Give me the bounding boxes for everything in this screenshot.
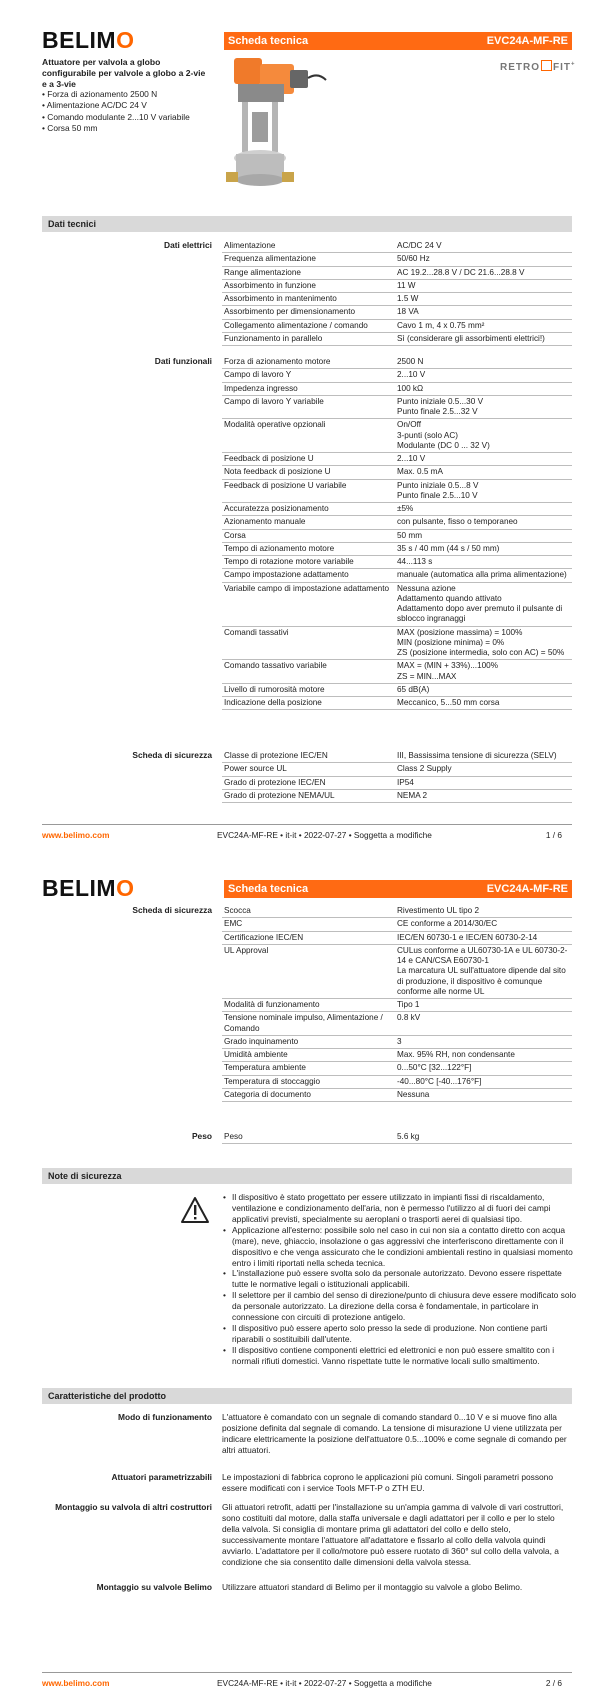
table-row xyxy=(222,356,572,369)
row-key: Campo di lavoro Y variabile xyxy=(224,396,324,406)
table-row xyxy=(222,1049,572,1062)
table-row xyxy=(222,905,572,918)
row-value: ±5% xyxy=(397,504,414,513)
row-value: 1.5 W xyxy=(397,294,419,303)
safety-note: • Applicazione all'esterno: possibile solo nel caso in cui non sia a contatto diretto con acqua (mare), neve, ghiaccio, insolazione o gas aggressivi che interferiscono direttamente con il dispositivo e che venga assicurato che le condizioni ambientali restino in qualsiasi momento entro i limiti riportati nella scheda tecnica. xyxy=(232,1225,577,1269)
row-key: Comando tassativo variabile xyxy=(224,661,327,671)
table-row xyxy=(222,660,572,684)
footer-url-link[interactable]: www.belimo.com xyxy=(42,830,110,840)
row-value: Punto iniziale 0.5...30 V Punto finale 2.5...32 V xyxy=(397,396,484,416)
row-key: Power source UL xyxy=(224,764,287,774)
table-row xyxy=(222,240,572,253)
product-subtitle: Attuatore per valvola a globo configurabile per valvole a globo a 2-vie e a 3-vie xyxy=(42,57,206,90)
table-row xyxy=(222,1076,572,1089)
table-row xyxy=(222,396,572,420)
row-key: Peso xyxy=(224,1132,243,1141)
section-header-note-sicurezza: Note di sicurezza xyxy=(42,1168,572,1184)
table-row xyxy=(222,1012,572,1036)
row-value: Nessuna xyxy=(397,1089,430,1099)
row-value: 5.6 kg xyxy=(397,1132,420,1141)
row-key: Classe di protezione IEC/EN xyxy=(224,751,328,760)
row-value: 2500 N xyxy=(397,357,424,366)
sheet-label: Scheda tecnica xyxy=(228,35,309,47)
row-value: IP54 xyxy=(397,777,414,787)
row-key: Temperatura ambiente xyxy=(224,1063,306,1073)
section-header-dati-tecnici: Dati tecnici xyxy=(42,216,572,232)
row-key: Funzionamento in parallelo xyxy=(224,333,323,343)
row-key: Nota feedback di posizione U xyxy=(224,467,331,477)
group-label: Peso xyxy=(191,1131,212,1141)
row-key: Categoria di documento xyxy=(224,1089,311,1099)
row-value: NEMA 2 xyxy=(397,790,428,800)
row-value: III, Bassissima tensione di sicurezza (SELV) xyxy=(397,751,557,760)
table-row xyxy=(222,267,572,280)
row-key: Feedback di posizione U xyxy=(224,454,314,463)
row-key: Comandi tassativi xyxy=(224,627,289,637)
row-key: Tempo di azionamento motore xyxy=(224,543,335,553)
footer-page-number: 1 / 6 xyxy=(545,830,562,840)
row-value: Cavo 1 m, 4 x 0.75 mm² xyxy=(397,320,485,330)
row-value: 50/60 Hz xyxy=(397,254,430,264)
row-key: Impedenza ingresso xyxy=(224,383,298,393)
table-row xyxy=(222,503,572,516)
table-row xyxy=(222,697,572,710)
row-key: Assorbimento in mantenimento xyxy=(224,294,337,303)
table-row xyxy=(222,1062,572,1075)
sheet-header-bar xyxy=(224,32,572,50)
safety-note: • Il selettore per il cambio del senso di direzione/punto di chiusura deve essere modificato solo da personale autorizzato. La direzione della corsa è fondamentale, in particolare in connessione con circuiti di protezione antigelo. xyxy=(232,1290,577,1323)
table-row xyxy=(222,419,572,453)
table-row xyxy=(222,333,572,346)
group-label: Scheda di sicurezza xyxy=(132,905,212,915)
row-key: Feedback di posizione U variabile xyxy=(224,480,347,490)
table-row xyxy=(222,280,572,293)
row-key: Accuratezza posizionamento xyxy=(224,504,329,513)
safety-note: • Il dispositivo contiene componenti elettrici ed elettronici e non può essere smaltito con i normali rifiuti domestici. Vanno rispettate tutte le normative locali sullo smaltimento. xyxy=(232,1345,577,1367)
table-row xyxy=(222,583,572,627)
product-image xyxy=(222,50,332,195)
table-row xyxy=(222,999,572,1012)
row-value: -40...80°C [-40...176°F] xyxy=(397,1076,482,1086)
row-value: Class 2 Supply xyxy=(397,764,452,774)
row-value: 65 dB(A) xyxy=(397,684,430,694)
page-2: BELIMO Scheda tecnica EVC24A-MF-RE Scheda di sicurezza Scocca Rivestimento UL tipo 2 EMC CE conforme a 2014/30/EC Certificazione IEC/EN IEC/EN 60730-1 e IEC/EN 60730-2-14 UL Approval CULus conforme a UL60730-1A e UL 60730-2-14 e CAN/CSA E60730-1 La marcatura UL sull'attuatore dipende dal sito di produzione, il dispositivo è comunque conforme alle norme UL Modalità di funzionamento Tipo 1 Tensione nominale impulso, Alimentazione / Comando 0.8 kV Grado inquinamento 3 Umidità ambiente Max. 95% RH, non condensante Temperatura ambiente 0...50°C [32...122°F] Temperatura di stoccaggio -40...80°C [-40...176°F] Categoria di documento Nessuna Peso Peso 5.6 kg Note di sicurezza • Il dispositivo è stato progettato per essere utilizzato in impianti fissi di riscaldamento, ventilazione e condizionamento dell'aria, non è permesso l'utilizzo al di fuori dei campi applicativi previsti, specialmente su aeroplani o trasporti aerei di qualsiasi tipo. • Applicazione all'esterno: possibile solo nel caso in cui non sia a contatto diretto con acqua (mare), neve, ghiaccio, insolazione o gas aggressivi che interferiscono direttamente con il dispositivo e che venga assicurato che le condizioni ambientali restino in qualsiasi momento entro i limiti riportati nella scheda tecnica. • L'installazione può essere svolta solo da personale autorizzato. Devono essere rispettate tutte le normative legali o istituzionali applicabili. • Il selettore per il cambio del senso di direzione/punto di chiusura deve essere modificato solo da personale autorizzato. La direzione della corsa è fondamentale, in particolare in connessione con circuiti di protezione antigelo. • Il dispositivo può essere aperto solo presso la sede di produzione. Non contiene parti riparabili o sostituibili dall'utente. • Il dispositivo contiene componenti elettrici ed elettronici e non può essere smaltito con i normali rifiuti domestici. Vanno rispettate tutte le normative locali sullo smaltimento. Caratteristiche del prodotto Modo di funzionamento L'attuatore è comandato con un segnale di comando standard 0...10 V e si muove fino alla posizione definita dal segnale di comando. La tensione di misurazione U viene utilizzata per indicare elettricamente la posizione dell'attuatore 0.5...100% e come segnale di comando per altri attuatori. Attuatori parametrizzabili Le impostazioni di fabbrica coprono le applicazioni più comuni. Singoli parametri possono essere modificati con i service Tools MFT-P o ZTH EU. Montaggio su valvola di altri costruttori Gli attuatori retrofit, adatti per l'installazione su un'ampia gamma di valvole di vari costruttori, sono costituiti dal motore, dalla staffa universale e dagli adattatori per il collo e per lo stelo della valvola. Si consiglia di montare prima gli adattatori del collo e dello stelo, successivamente montare l'attuatore all'adattatore e fissarlo al collo della valvola quindi avviarlo. L'adattatore per il collo/motore può essere ruotato di 360° sul collo della valvola, a condizione che sia consentito dalle dimensioni della valvola stessa. Montaggio su valvole Belimo Utilizzare attuatori standard di Belimo per il montaggio su valvole a globo Belimo. www.belimo.com EVC24A-MF-RE • it-it • 2022-07-27 • Soggetta a modifiche 2 / 6 xyxy=(0,848,600,1696)
table-row xyxy=(222,945,572,999)
row-key: Frequenza alimentazione xyxy=(224,254,316,264)
footer-page-number: 2 / 6 xyxy=(545,1678,562,1688)
row-value: 50 mm xyxy=(397,530,423,540)
table-row xyxy=(222,932,572,945)
sheet-header-bar xyxy=(224,880,572,898)
row-key: Certificazione IEC/EN xyxy=(224,932,304,942)
row-key: Livello di rumorosità motore xyxy=(224,684,325,694)
feature-item: • Alimentazione AC/DC 24 V xyxy=(42,100,212,111)
table-row xyxy=(222,253,572,266)
row-key: Forza di azionamento motore xyxy=(224,357,331,366)
section-header-caratteristiche: Caratteristiche del prodotto xyxy=(42,1388,572,1404)
table-row xyxy=(222,453,572,466)
footer-url-link[interactable]: www.belimo.com xyxy=(42,1678,110,1688)
row-key: Collegamento alimentazione / comando xyxy=(224,320,368,330)
row-key: Assorbimento per dimensionamento xyxy=(224,307,356,317)
model-code: EVC24A-MF-RE xyxy=(486,883,568,895)
table-row xyxy=(222,627,572,661)
row-value: CULus conforme a UL60730-1A e UL 60730-2-14 e CAN/CSA E60730-1 La marcatura UL sull'attuatore dipende dal sito di produzione, il dispositivo è comunque conforme alle norme UL xyxy=(397,945,568,996)
footer-doc-info: EVC24A-MF-RE • it-it • 2022-07-27 • Soggetta a modifiche xyxy=(217,830,432,840)
row-key: UL Approval xyxy=(224,945,269,955)
row-key: Azionamento manuale xyxy=(224,517,306,527)
warning-icon xyxy=(180,1196,210,1224)
table-row xyxy=(222,569,572,582)
safety-note: • Il dispositivo è stato progettato per essere utilizzato in impianti fissi di riscaldamento, ventilazione e condizionamento dell'aria, non è permesso l'utilizzo al di fuori dei campi applicativi previsti, specialmente su aeroplani o trasporti aerei di qualsiasi tipo. xyxy=(232,1192,577,1225)
table-row xyxy=(222,777,572,790)
row-value: 0...50°C [32...122°F] xyxy=(397,1063,472,1073)
group-label: Scheda di sicurezza xyxy=(132,750,212,760)
table-row xyxy=(222,1131,572,1144)
table-row xyxy=(222,466,572,479)
row-value: manuale (automatica alla prima alimentazione) xyxy=(397,570,567,580)
row-value: CE conforme a 2014/30/EC xyxy=(397,919,498,929)
row-key: Scocca xyxy=(224,906,251,915)
row-key: Grado di protezione IEC/EN xyxy=(224,777,326,787)
row-value: 0.8 kV xyxy=(397,1013,421,1023)
model-code: EVC24A-MF-RE xyxy=(486,35,568,47)
row-key: Umidità ambiente xyxy=(224,1050,288,1059)
retrofit-logo: RETRO FIT+ xyxy=(500,61,576,73)
table-row xyxy=(222,543,572,556)
row-value: Max. 0.5 mA xyxy=(397,467,443,477)
table-row xyxy=(222,790,572,803)
row-key: Modalità operative opzionali xyxy=(224,420,326,430)
row-key: Campo impostazione adattamento xyxy=(224,570,349,580)
row-value: Max. 95% RH, non condensante xyxy=(397,1050,515,1059)
feature-item: • Forza di azionamento 2500 N xyxy=(42,89,212,100)
row-value: MAX = (MIN + 33%)...100% ZS = MIN...MAX xyxy=(397,661,499,681)
group-label: Dati elettrici xyxy=(164,240,212,250)
group-label: Dati funzionali xyxy=(154,356,212,366)
row-value: con pulsante, fisso o temporaneo xyxy=(397,517,518,527)
row-key: Grado inquinamento xyxy=(224,1036,299,1046)
feature-item: • Corsa 50 mm xyxy=(42,123,212,134)
row-key: Grado di protezione NEMA/UL xyxy=(224,790,335,800)
table-row xyxy=(222,369,572,382)
sheet-label: Scheda tecnica xyxy=(228,883,309,895)
row-value: MAX (posizione massima) = 100% MIN (posizione minima) = 0% ZS (posizione intermedia, solo con AC) = 50% xyxy=(397,627,565,657)
row-value: Rivestimento UL tipo 2 xyxy=(397,906,480,915)
row-value: AC/DC 24 V xyxy=(397,241,442,250)
belimo-logo: BELIMO xyxy=(42,27,135,53)
row-value: Punto iniziale 0.5...8 V Punto finale 2.5...10 V xyxy=(397,480,479,500)
table-row xyxy=(222,684,572,697)
safety-note: • L'installazione può essere svolta solo da personale autorizzato. Devono essere rispettate tutte le normative legali o istituzionali applicabili. xyxy=(232,1268,577,1290)
row-key: Temperatura di stoccaggio xyxy=(224,1076,321,1086)
table-row xyxy=(222,763,572,776)
row-value: 2...10 V xyxy=(397,370,426,380)
feature-list xyxy=(42,89,212,134)
row-key: Modalità di funzionamento xyxy=(224,1000,320,1009)
row-key: EMC xyxy=(224,919,243,929)
table-row xyxy=(222,1089,572,1102)
row-value: Nessuna azione Adattamento quando attivato Adattamento dopo aver premuto il pulsante di sblocco ingranaggi xyxy=(397,583,563,624)
table-row xyxy=(222,1036,572,1049)
row-value: 3 xyxy=(397,1036,402,1046)
row-value: 35 s / 40 mm (44 s / 50 mm) xyxy=(397,543,500,553)
table-row xyxy=(222,516,572,529)
safety-notes-list xyxy=(222,1192,577,1367)
row-key: Assorbimento in funzione xyxy=(224,280,316,290)
feature-item: • Comando modulante 2...10 V variabile xyxy=(42,112,212,123)
safety-note: • Il dispositivo può essere aperto solo presso la sede di produzione. Non contiene parti riparabili o sostituibili dall'utente. xyxy=(232,1323,577,1345)
table-row xyxy=(222,556,572,569)
table-row xyxy=(222,750,572,763)
row-key: Indicazione della posizione xyxy=(224,698,322,707)
table-row xyxy=(222,320,572,333)
row-key: Corsa xyxy=(224,530,246,540)
row-value: 2...10 V xyxy=(397,454,426,463)
table-row xyxy=(222,530,572,543)
row-value: Sì (considerare gli assorbimenti elettrici!) xyxy=(397,333,545,343)
row-value: 11 W xyxy=(397,280,416,290)
table-row xyxy=(222,306,572,319)
table-row xyxy=(222,293,572,306)
row-key: Variabile campo di impostazione adattamento xyxy=(224,583,390,593)
footer-doc-info: EVC24A-MF-RE • it-it • 2022-07-27 • Soggetta a modifiche xyxy=(217,1678,432,1688)
row-key: Tensione nominale impulso, Alimentazione / Comando xyxy=(224,1013,383,1033)
table-row xyxy=(222,383,572,396)
row-key: Alimentazione xyxy=(224,241,276,250)
row-key: Range alimentazione xyxy=(224,267,301,277)
row-value: IEC/EN 60730-1 e IEC/EN 60730-2-14 xyxy=(397,932,538,942)
row-key: Tempo di rotazione motore variabile xyxy=(224,557,354,566)
row-value: Tipo 1 xyxy=(397,1000,420,1009)
row-value: Meccanico, 5...50 mm corsa xyxy=(397,698,500,707)
row-value: 44...113 s xyxy=(397,557,433,566)
row-value: 18 VA xyxy=(397,307,419,317)
row-value: On/Off 3-punti (solo AC) Modulante (DC 0 ... 32 V) xyxy=(397,420,490,450)
table-row xyxy=(222,480,572,504)
row-key: Campo di lavoro Y xyxy=(224,370,292,380)
table-row xyxy=(222,918,572,931)
row-value: 100 kΩ xyxy=(397,383,424,393)
row-value: AC 19.2...28.8 V / DC 21.6...28.8 V xyxy=(397,267,525,277)
belimo-logo: BELIMO xyxy=(42,875,135,901)
